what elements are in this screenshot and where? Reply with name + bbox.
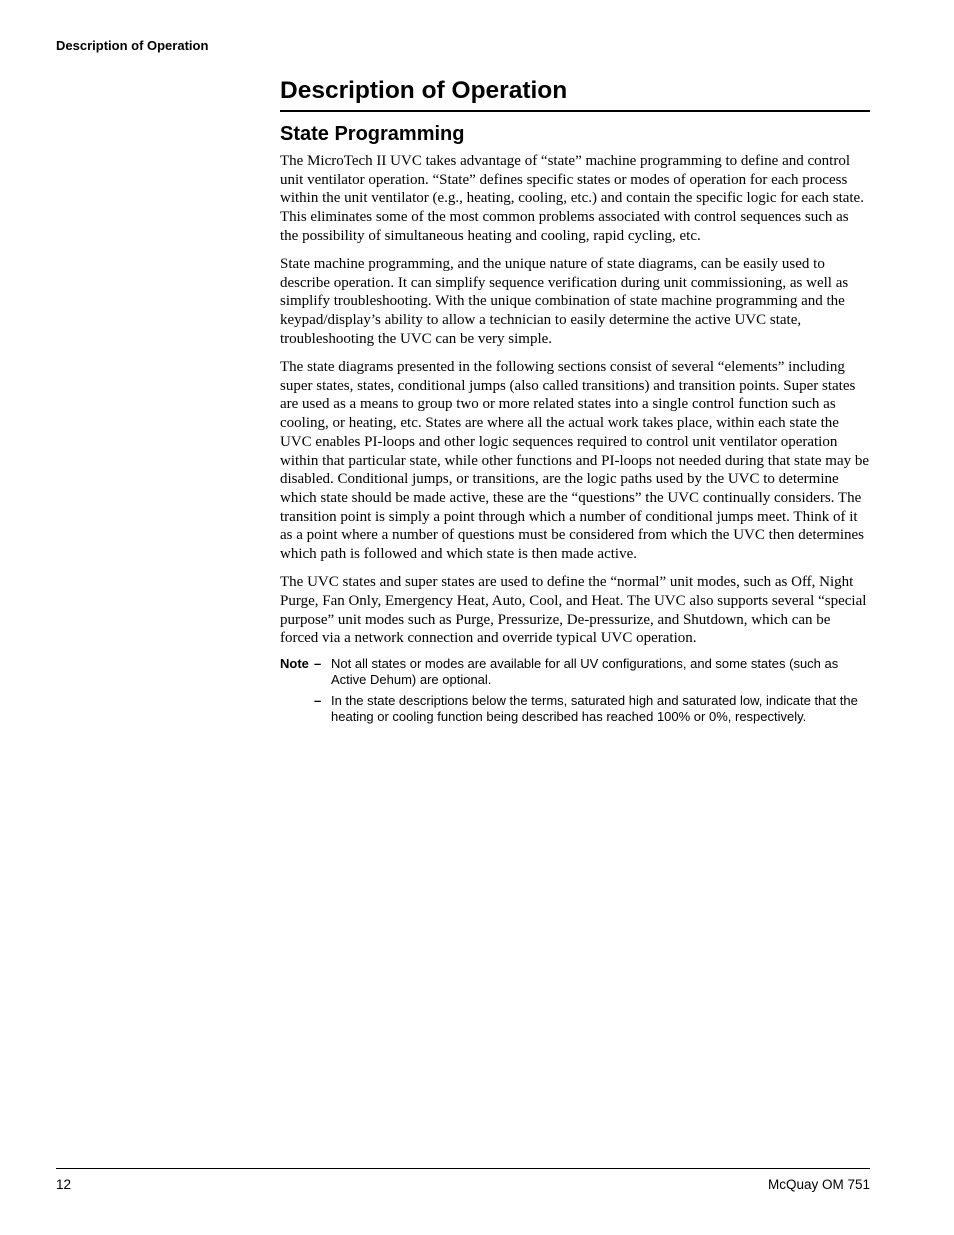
note-dash: – bbox=[314, 692, 322, 708]
note-label: Note bbox=[280, 655, 309, 671]
note-text: In the state descriptions below the terms, saturated high and saturated low, indicate that the heating or cooling function being described has reached 100% or 0%, respectively. bbox=[331, 692, 858, 725]
note-list bbox=[310, 656, 870, 730]
document-id: McQuay OM 751 bbox=[767, 1177, 870, 1192]
note-item bbox=[310, 693, 870, 726]
main-content bbox=[280, 76, 870, 730]
note-dash: – bbox=[314, 655, 322, 671]
paragraph-2: State machine programming, and the unique nature of state diagrams, can be easily used to describe operation. It can simplify sequence verification during unit commissioning, as well as simplify troubleshooting. With the unique combination of state machine programming and the keypad/display’s ability to allow a technician to easily determine the active UVC state, troubleshooting the UVC can be very simple. bbox=[280, 256, 849, 347]
note-item bbox=[310, 656, 870, 689]
page-number: 12 bbox=[56, 1177, 72, 1192]
note-text: Not all states or modes are available for all UV configurations, and some states (such as Active Dehum) are optional. bbox=[331, 655, 839, 688]
paragraph-4: The UVC states and super states are used to define the “normal” unit modes, such as Off, Night Purge, Fan Only, Emergency Heat, Auto, Cool, and Heat. The UVC also supports several “special purpose” unit modes such as Purge, Pressurize, De-pressurize, and Shutdown, which can be forced via a network connection and override typical UVC operation. bbox=[280, 574, 867, 647]
running-header: Description of Operation bbox=[56, 38, 209, 53]
paragraph-1: The MicroTech II UVC takes advantage of “state” machine programming to define and control unit ventilator operation. “State” defines specific states or modes of operation for each process within the unit ventilator (e.g., heating, cooling, etc.) and contain the specific logic for each state. This eliminates some of the most common problems associated with control sequences such as the possibility of simultaneous heating and cooling, rapid cycling, etc. bbox=[280, 153, 864, 244]
page-title: Description of Operation bbox=[280, 76, 870, 112]
section-title: State Programming bbox=[280, 123, 465, 145]
page-footer bbox=[56, 1168, 870, 1192]
paragraph-3: The state diagrams presented in the following sections consist of several “elements” including super states, states, conditional jumps (also called transitions) and transition points. Super states are used as a means to group two or more related states into a single control function such as cooling, or heating, etc. States are where all the actual work takes place, within each state the UVC enables PI-loops and other logic sequences required to control unit ventilator operation within that particular state, while other functions and PI-loops not needed during that state may be disabled. Conditional jumps, or transitions, are the logic paths used by the UVC to determine which state should be made active, these are the “questions” the UVC continually considers. The transition point is simply a point through which a number of conditional jumps meet. Think of it as a point where a number of questions must be considered from which the UVC then determines which path is followed and which state is then made active. bbox=[280, 359, 870, 563]
note-block bbox=[280, 656, 870, 730]
